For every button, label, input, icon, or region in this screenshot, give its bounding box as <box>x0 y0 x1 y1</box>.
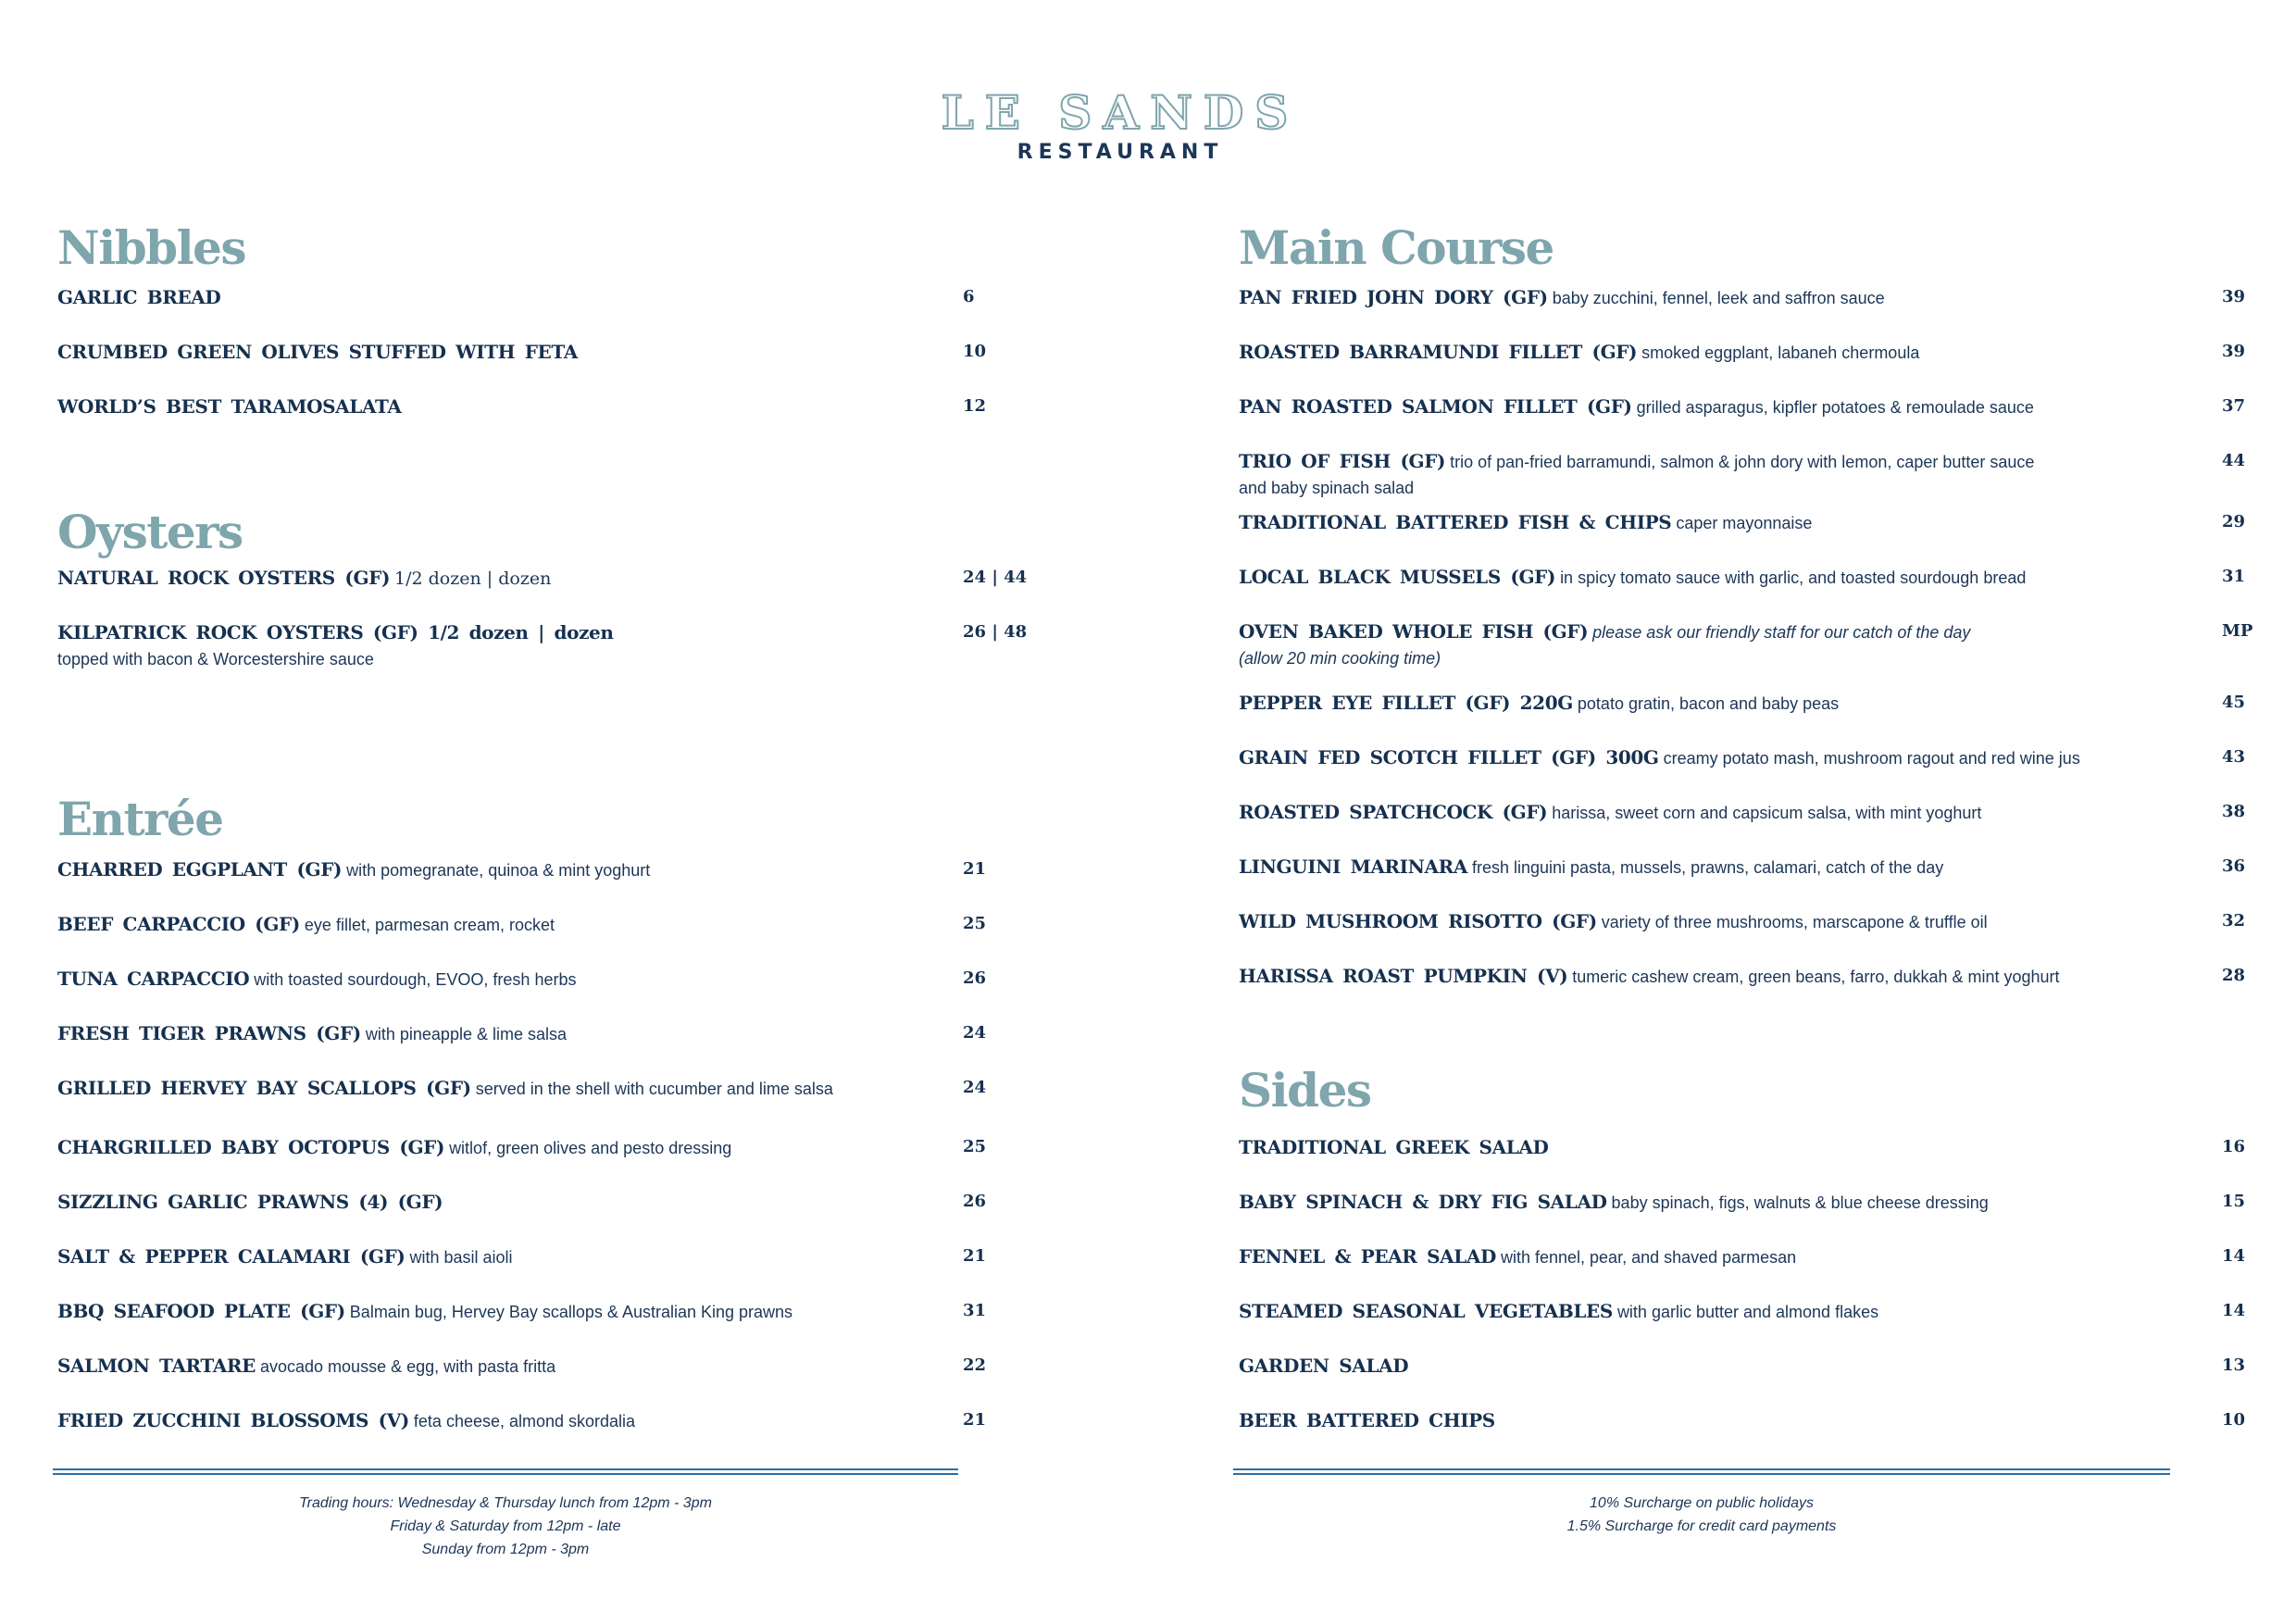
item-name: HARISSA ROAST PUMPKIN (V) <box>1239 965 1568 987</box>
item-description: with basil aioli <box>409 1248 513 1267</box>
item-price: 36 <box>2222 856 2246 876</box>
item-name: CRUMBED GREEN OLIVES STUFFED WITH FETA <box>57 341 578 363</box>
item-price: 31 <box>2222 567 2246 586</box>
item-description: topped with bacon & Worcestershire sauce <box>57 650 374 668</box>
footer-line: Friday & Saturday from 12pm - late <box>390 1518 621 1534</box>
item-name: TRADITIONAL BATTERED FISH & CHIPS <box>1239 511 1672 533</box>
menu-item <box>1239 1297 1878 1326</box>
menu-item <box>57 910 555 939</box>
item-description: feta cheese, almond skordalia <box>413 1412 636 1430</box>
item-description: baby zucchini, fennel, leek and saffron sauce <box>1552 289 1885 307</box>
item-price: MP <box>2222 621 2253 641</box>
menu-item <box>1239 1406 1495 1435</box>
menu-item <box>1239 962 2060 991</box>
item-name: TUNA CARPACCIO <box>57 968 250 990</box>
sides-heading: Sides <box>1239 1063 1371 1118</box>
main-course-heading: Main Course <box>1239 220 1554 275</box>
item-description: with pomegranate, quinoa & mint yoghurt <box>346 861 651 880</box>
item-price: 26 <box>963 968 987 988</box>
item-name: BEER BATTERED CHIPS <box>1239 1409 1495 1431</box>
item-price: 24 | 44 <box>963 568 1028 587</box>
menu-item <box>1239 393 2034 421</box>
footer-line: 1.5% Surcharge for credit card payments <box>1566 1518 1837 1534</box>
item-price: 38 <box>2222 802 2246 821</box>
item-price: 45 <box>2222 693 2246 712</box>
menu-item <box>57 393 401 421</box>
menu-item <box>57 1352 555 1380</box>
logo-subtitle: RESTAURANT <box>1017 141 1224 164</box>
item-name: ROASTED BARRAMUNDI FILLET (GF) <box>1239 341 1638 363</box>
item-name: BEEF CARPACCIO (GF) <box>57 913 300 935</box>
menu-item <box>57 965 576 993</box>
item-name: CHARGRILLED BABY OCTOPUS (GF) <box>57 1136 445 1158</box>
item-description: potato gratin, bacon and baby peas <box>1577 694 1840 713</box>
item-description: caper mayonnaise <box>1676 514 1813 532</box>
footer-line: 10% Surcharge on public holidays <box>1590 1495 1814 1511</box>
item-description: with garlic butter and almond flakes <box>1616 1303 1879 1321</box>
menu-item <box>1239 338 1919 367</box>
item-description: eye fillet, parmesan cream, rocket <box>304 916 555 934</box>
item-description: trio of pan-fried barramundi, salmon & john dory with lemon, caper butter sauce <box>1450 453 2035 471</box>
item-price: 37 <box>2222 396 2246 416</box>
item-description-continued: and baby spinach salad <box>1239 479 1415 497</box>
footer-line: Trading hours: Wednesday & Thursday lunch from 12pm - 3pm <box>299 1495 712 1511</box>
item-name: LINGUINI MARINARA <box>1239 856 1467 878</box>
restaurant-logo <box>926 85 1315 164</box>
item-description: with fennel, pear, and shaved parmesan <box>1500 1248 1797 1267</box>
item-price: 28 <box>2222 966 2246 985</box>
item-name: OVEN BAKED WHOLE FISH (GF) <box>1239 620 1589 643</box>
logo-name: LE SANDS <box>941 85 1300 140</box>
footer-divider-left <box>53 1468 958 1475</box>
item-description: served in the shell with cucumber and lime salsa <box>475 1080 833 1098</box>
item-name: FRIED ZUCCHINI BLOSSOMS (V) <box>57 1409 409 1431</box>
menu-item <box>1239 447 2034 476</box>
menu-item <box>1239 1352 1408 1380</box>
item-name: PAN ROASTED SALMON FILLET (GF) <box>1239 395 1632 418</box>
item-name: CHARRED EGGPLANT (GF) <box>57 858 343 881</box>
item-price: 29 <box>2222 512 2246 531</box>
item-description: 1/2 dozen | dozen <box>394 568 552 589</box>
item-name: WORLD’S BEST TARAMOSALATA <box>57 395 402 418</box>
footer-line: Sunday from 12pm - 3pm <box>421 1542 590 1557</box>
item-price: 21 <box>963 1246 987 1266</box>
menu-item <box>1239 618 1970 646</box>
entree-heading: Entrée <box>57 792 223 846</box>
item-price: 26 | 48 <box>963 622 1028 642</box>
item-name: KILPATRICK ROCK OYSTERS (GF) 1/2 dozen | dozen <box>57 621 614 643</box>
item-price: 39 <box>2222 342 2246 361</box>
item-name: NATURAL ROCK OYSTERS (GF) <box>57 567 391 589</box>
item-name: SALMON TARTARE <box>57 1355 256 1377</box>
item-name: GARLIC BREAD <box>57 286 221 308</box>
menu-item <box>1239 743 2080 772</box>
item-name: BABY SPINACH & DRY FIG SALAD <box>1239 1191 1607 1213</box>
item-price: 10 <box>2222 1410 2246 1430</box>
nibbles-heading: Nibbles <box>57 220 246 275</box>
item-price: 25 <box>963 1137 987 1156</box>
menu-item <box>57 1019 567 1048</box>
item-description: with toasted sourdough, EVOO, fresh herbs <box>254 970 577 989</box>
menu-item <box>1239 1133 1548 1162</box>
item-name: PEPPER EYE FILLET (GF) 220G <box>1239 692 1573 714</box>
item-description: smoked eggplant, labaneh chermoula <box>1641 344 1920 362</box>
footer-divider-right <box>1233 1468 2170 1475</box>
item-name: LOCAL BLACK MUSSELS (GF) <box>1239 566 1556 588</box>
item-price: 21 <box>963 859 987 879</box>
item-description: baby spinach, figs, walnuts & blue cheese dressing <box>1611 1193 1989 1212</box>
menu-item <box>1239 853 1943 881</box>
menu-item <box>57 1188 443 1217</box>
item-name: GRAIN FED SCOTCH FILLET (GF) 300G <box>1239 746 1659 768</box>
item-description: avocado mousse & egg, with pasta fritta <box>260 1357 556 1376</box>
trading-hours <box>53 1492 958 1561</box>
item-price: 39 <box>2222 287 2246 306</box>
item-description: fresh linguini pasta, mussels, prawns, calamari, catch of the day <box>1471 858 1944 877</box>
oysters-heading: Oysters <box>57 505 243 559</box>
item-name: SALT & PEPPER CALAMARI (GF) <box>57 1245 406 1268</box>
menu-item <box>57 1133 731 1162</box>
item-price: 14 <box>2222 1246 2246 1266</box>
item-description: grilled asparagus, kipfler potatoes & remoulade sauce <box>1636 398 2034 417</box>
item-name: GRILLED HERVEY BAY SCALLOPS (GF) <box>57 1077 471 1099</box>
menu-item <box>1239 283 1885 312</box>
item-price: 32 <box>2222 911 2246 931</box>
menu-item <box>1239 508 1812 537</box>
item-description: Balmain bug, Hervey Bay scallops & Australian King prawns <box>349 1303 793 1321</box>
item-price: 21 <box>963 1410 987 1430</box>
item-price: 14 <box>2222 1301 2246 1320</box>
menu-item <box>57 1297 792 1326</box>
item-name: STEAMED SEASONAL VEGETABLES <box>1239 1300 1613 1322</box>
item-name: SIZZLING GARLIC PRAWNS (4) (GF) <box>57 1191 443 1213</box>
item-description: harissa, sweet corn and capsicum salsa, with mint yoghurt <box>1552 804 1982 822</box>
item-name: ROASTED SPATCHCOCK (GF) <box>1239 801 1548 823</box>
item-name: GARDEN SALAD <box>1239 1355 1409 1377</box>
menu-item <box>1239 1243 1796 1271</box>
item-price: 6 <box>963 287 975 306</box>
item-price: 16 <box>2222 1137 2246 1156</box>
menu-item <box>57 338 578 367</box>
item-name: TRIO OF FISH (GF) <box>1239 450 1446 472</box>
item-description: with pineapple & lime salsa <box>365 1025 567 1043</box>
item-price: 13 <box>2222 1355 2246 1375</box>
item-price: 24 <box>963 1023 987 1043</box>
item-price: 15 <box>2222 1192 2246 1211</box>
item-description-continued: (allow 20 min cooking time) <box>1239 649 1441 668</box>
menu-item <box>1239 563 2026 592</box>
item-name: WILD MUSHROOM RISOTTO (GF) <box>1239 910 1597 932</box>
menu-item <box>57 1074 833 1103</box>
item-price: 25 <box>963 914 987 933</box>
item-description: please ask our friendly staff for our catch of the day <box>1592 623 1971 642</box>
item-name: FENNEL & PEAR SALAD <box>1239 1245 1496 1268</box>
item-description: in spicy tomato sauce with garlic, and toasted sourdough bread <box>1560 568 2027 587</box>
menu-item <box>1239 907 1988 936</box>
menu-item <box>1239 798 1981 827</box>
menu-item <box>1239 1188 1989 1217</box>
item-name: BBQ SEAFOOD PLATE (GF) <box>57 1300 345 1322</box>
item-price: 43 <box>2222 747 2246 767</box>
surcharge-notes <box>1233 1492 2170 1538</box>
item-price: 10 <box>963 342 987 361</box>
item-description: variety of three mushrooms, marscapone & truffle oil <box>1601 913 1988 931</box>
item-price: 24 <box>963 1078 987 1097</box>
item-price: 12 <box>963 396 987 416</box>
item-name: TRADITIONAL GREEK SALAD <box>1239 1136 1549 1158</box>
menu-item <box>1239 689 1839 718</box>
item-name: PAN FRIED JOHN DORY (GF) <box>1239 286 1548 308</box>
item-price: 22 <box>963 1355 987 1375</box>
menu-item <box>57 1406 635 1435</box>
item-description: witlof, green olives and pesto dressing <box>449 1139 732 1157</box>
item-description: tumeric cashew cream, green beans, farro, dukkah & mint yoghurt <box>1572 968 2060 986</box>
item-price: 44 <box>2222 451 2246 470</box>
item-price: 26 <box>963 1192 987 1211</box>
menu-item <box>57 1243 513 1271</box>
item-name: FRESH TIGER PRAWNS (GF) <box>57 1022 361 1044</box>
item-description: creamy potato mash, mushroom ragout and red wine jus <box>1663 749 2080 768</box>
menu-item <box>57 856 650 884</box>
menu-item <box>57 564 551 593</box>
menu-item <box>57 618 614 647</box>
item-price: 31 <box>963 1301 987 1320</box>
menu-item <box>57 283 220 312</box>
